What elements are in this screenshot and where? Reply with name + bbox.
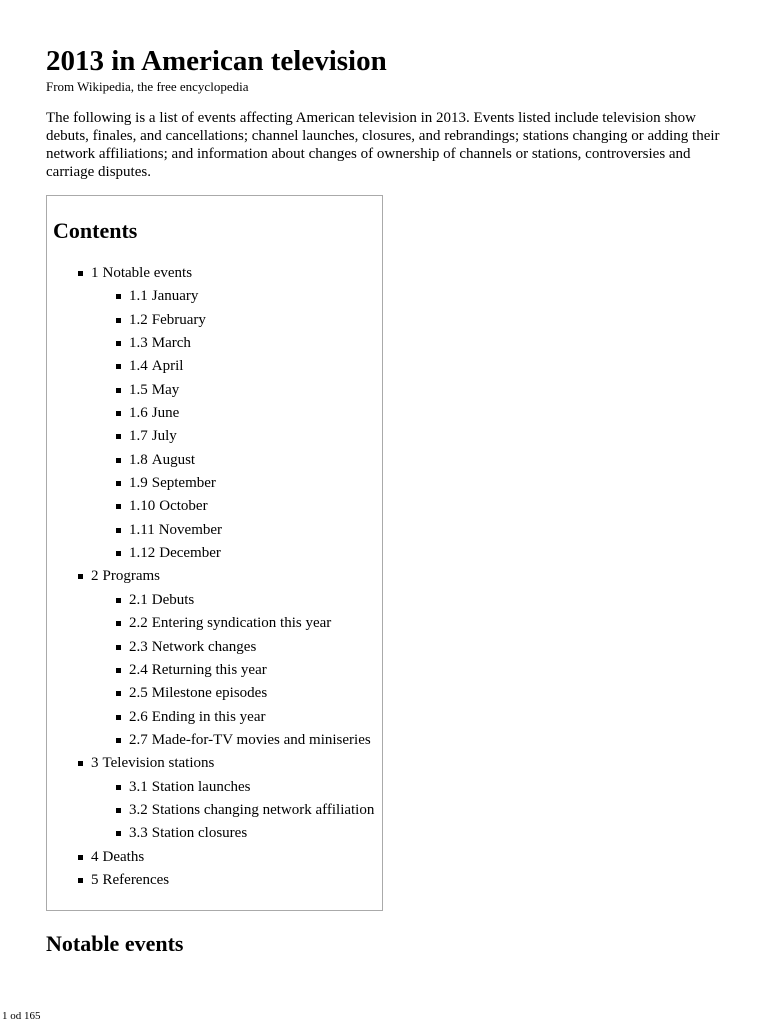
bullet-icon bbox=[78, 271, 83, 276]
bullet-icon bbox=[116, 551, 121, 556]
bullet-icon bbox=[116, 364, 121, 369]
bullet-icon bbox=[116, 318, 121, 323]
toc-item-number: 1.3 bbox=[129, 335, 148, 352]
toc-item-number: 1.4 bbox=[129, 358, 148, 375]
toc-item-number: 3.1 bbox=[129, 778, 148, 795]
toc-item-label[interactable]: Station launches bbox=[151, 778, 251, 795]
toc-item-number: 3 bbox=[91, 755, 99, 772]
toc-list bbox=[47, 262, 374, 892]
toc-item[interactable] bbox=[47, 332, 374, 355]
toc-item[interactable] bbox=[47, 636, 374, 659]
site-subtitle: From Wikipedia, the free encyclopedia bbox=[46, 79, 249, 94]
toc-item[interactable] bbox=[47, 729, 374, 752]
bullet-icon bbox=[116, 808, 121, 813]
toc-item-label[interactable]: Returning this year bbox=[151, 661, 267, 678]
toc-item-label[interactable]: Deaths bbox=[102, 848, 145, 865]
bullet-icon bbox=[116, 504, 121, 509]
bullet-icon bbox=[78, 574, 83, 579]
intro-paragraph: The following is a list of events affecting American television in 2013. Events listed include television show debuts, finales, and cancellations; channel launches, closures, and rebrandings; stations changing or adding their network affiliations; and information about changes of ownership of channels or stations, controversies and carriage disputes. bbox=[46, 110, 720, 180]
toc-item-label[interactable]: Television stations bbox=[102, 755, 215, 772]
bullet-icon bbox=[116, 341, 121, 346]
bullet-icon bbox=[116, 528, 121, 533]
toc-item-label[interactable]: Notable events bbox=[102, 265, 193, 281]
bullet-icon bbox=[116, 785, 121, 790]
toc-item-number: 2 bbox=[91, 568, 99, 585]
table-of-contents bbox=[46, 195, 383, 911]
toc-item[interactable] bbox=[47, 565, 374, 588]
toc-item[interactable] bbox=[47, 495, 374, 518]
section-heading-notable-events: Notable events bbox=[46, 931, 184, 956]
bullet-icon bbox=[116, 434, 121, 439]
toc-item-label[interactable]: References bbox=[102, 871, 170, 888]
toc-item-number: 1.7 bbox=[129, 428, 148, 445]
toc-item[interactable] bbox=[47, 425, 374, 448]
bullet-icon bbox=[116, 715, 121, 720]
bullet-icon bbox=[78, 761, 83, 766]
toc-item-label[interactable]: February bbox=[151, 311, 206, 328]
toc-item-number: 1.12 bbox=[129, 545, 156, 562]
toc-item-label[interactable]: Made-for-TV movies and miniseries bbox=[151, 731, 371, 748]
toc-item[interactable] bbox=[47, 682, 374, 705]
toc-item[interactable] bbox=[47, 752, 374, 775]
toc-item-label[interactable]: December bbox=[159, 545, 221, 562]
toc-item-number: 3.3 bbox=[129, 825, 148, 842]
bullet-icon bbox=[78, 878, 83, 883]
toc-item-number: 1.8 bbox=[129, 451, 148, 468]
toc-item-label[interactable]: May bbox=[151, 381, 180, 398]
toc-item-number: 1.9 bbox=[129, 475, 148, 492]
toc-item-label[interactable]: August bbox=[151, 451, 196, 468]
toc-item-number: 2.1 bbox=[129, 591, 148, 608]
toc-item[interactable] bbox=[47, 402, 374, 425]
toc-item[interactable] bbox=[47, 449, 374, 472]
toc-item-label[interactable]: Stations changing network affiliation bbox=[151, 801, 375, 818]
toc-item[interactable] bbox=[47, 612, 374, 635]
bullet-icon bbox=[78, 855, 83, 860]
toc-item-number: 2.7 bbox=[129, 731, 148, 748]
toc-item-label[interactable]: Debuts bbox=[151, 591, 195, 608]
toc-item[interactable] bbox=[47, 519, 374, 542]
toc-item-label[interactable]: Milestone episodes bbox=[151, 685, 268, 702]
toc-item[interactable] bbox=[47, 589, 374, 612]
toc-item-label[interactable]: October bbox=[159, 498, 208, 515]
toc-item-number: 1.10 bbox=[129, 498, 156, 515]
toc-item-number: 4 bbox=[91, 848, 99, 865]
toc-item-number: 1 bbox=[91, 265, 99, 281]
toc-item-label[interactable]: Network changes bbox=[151, 638, 257, 655]
toc-item-label[interactable]: Entering syndication this year bbox=[151, 615, 332, 632]
bullet-icon bbox=[116, 831, 121, 836]
bullet-icon bbox=[116, 294, 121, 299]
toc-item[interactable] bbox=[47, 706, 374, 729]
toc-item[interactable] bbox=[47, 309, 374, 332]
toc-item[interactable] bbox=[47, 869, 374, 892]
bullet-icon bbox=[116, 411, 121, 416]
toc-item-number: 2.5 bbox=[129, 685, 148, 702]
toc-item-label[interactable]: November bbox=[158, 521, 223, 538]
toc-item[interactable] bbox=[47, 659, 374, 682]
bullet-icon bbox=[116, 621, 121, 626]
toc-item[interactable] bbox=[47, 355, 374, 378]
toc-item[interactable] bbox=[47, 822, 374, 845]
toc-item-label[interactable]: Programs bbox=[102, 568, 160, 585]
toc-item-label[interactable]: July bbox=[151, 428, 177, 445]
page-title: 2013 in American television bbox=[46, 45, 387, 77]
toc-item-number: 2.3 bbox=[129, 638, 148, 655]
bullet-icon bbox=[116, 458, 121, 463]
toc-item-label[interactable]: June bbox=[151, 405, 180, 422]
toc-item-number: 1.6 bbox=[129, 405, 148, 422]
toc-item-number: 3.2 bbox=[129, 801, 148, 818]
toc-item-number: 1.2 bbox=[129, 311, 148, 328]
toc-item[interactable] bbox=[47, 472, 374, 495]
bullet-icon bbox=[116, 691, 121, 696]
toc-item[interactable] bbox=[47, 542, 374, 565]
toc-item-number: 2.6 bbox=[129, 708, 148, 725]
bullet-icon bbox=[116, 645, 121, 650]
bullet-icon bbox=[116, 738, 121, 743]
bullet-icon bbox=[116, 388, 121, 393]
toc-item-number: 2.2 bbox=[129, 615, 148, 632]
toc-item-number: 1.5 bbox=[129, 381, 148, 398]
toc-item-number: 1.11 bbox=[129, 521, 155, 538]
toc-item[interactable] bbox=[47, 262, 374, 285]
toc-title: Contents bbox=[53, 218, 138, 243]
toc-item[interactable] bbox=[47, 799, 374, 822]
toc-item-label[interactable]: January bbox=[151, 288, 199, 305]
toc-item[interactable] bbox=[47, 285, 374, 308]
toc-item-number: 2.4 bbox=[129, 661, 148, 678]
toc-item-label[interactable]: Station closures bbox=[151, 825, 248, 842]
toc-item-number: 5 bbox=[91, 871, 99, 888]
toc-item-label[interactable]: Ending in this year bbox=[151, 708, 266, 725]
toc-item-number: 1.1 bbox=[129, 288, 148, 305]
toc-item-label[interactable]: April bbox=[151, 358, 184, 375]
bullet-icon bbox=[116, 598, 121, 603]
toc-item[interactable] bbox=[47, 776, 374, 799]
toc-item-label[interactable]: March bbox=[151, 335, 191, 352]
toc-item[interactable] bbox=[47, 846, 374, 869]
toc-item[interactable] bbox=[47, 379, 374, 402]
bullet-icon bbox=[116, 481, 121, 486]
bullet-icon bbox=[116, 668, 121, 673]
page-number: 1 od 165 bbox=[2, 1010, 41, 1022]
toc-item-label[interactable]: September bbox=[151, 475, 216, 492]
